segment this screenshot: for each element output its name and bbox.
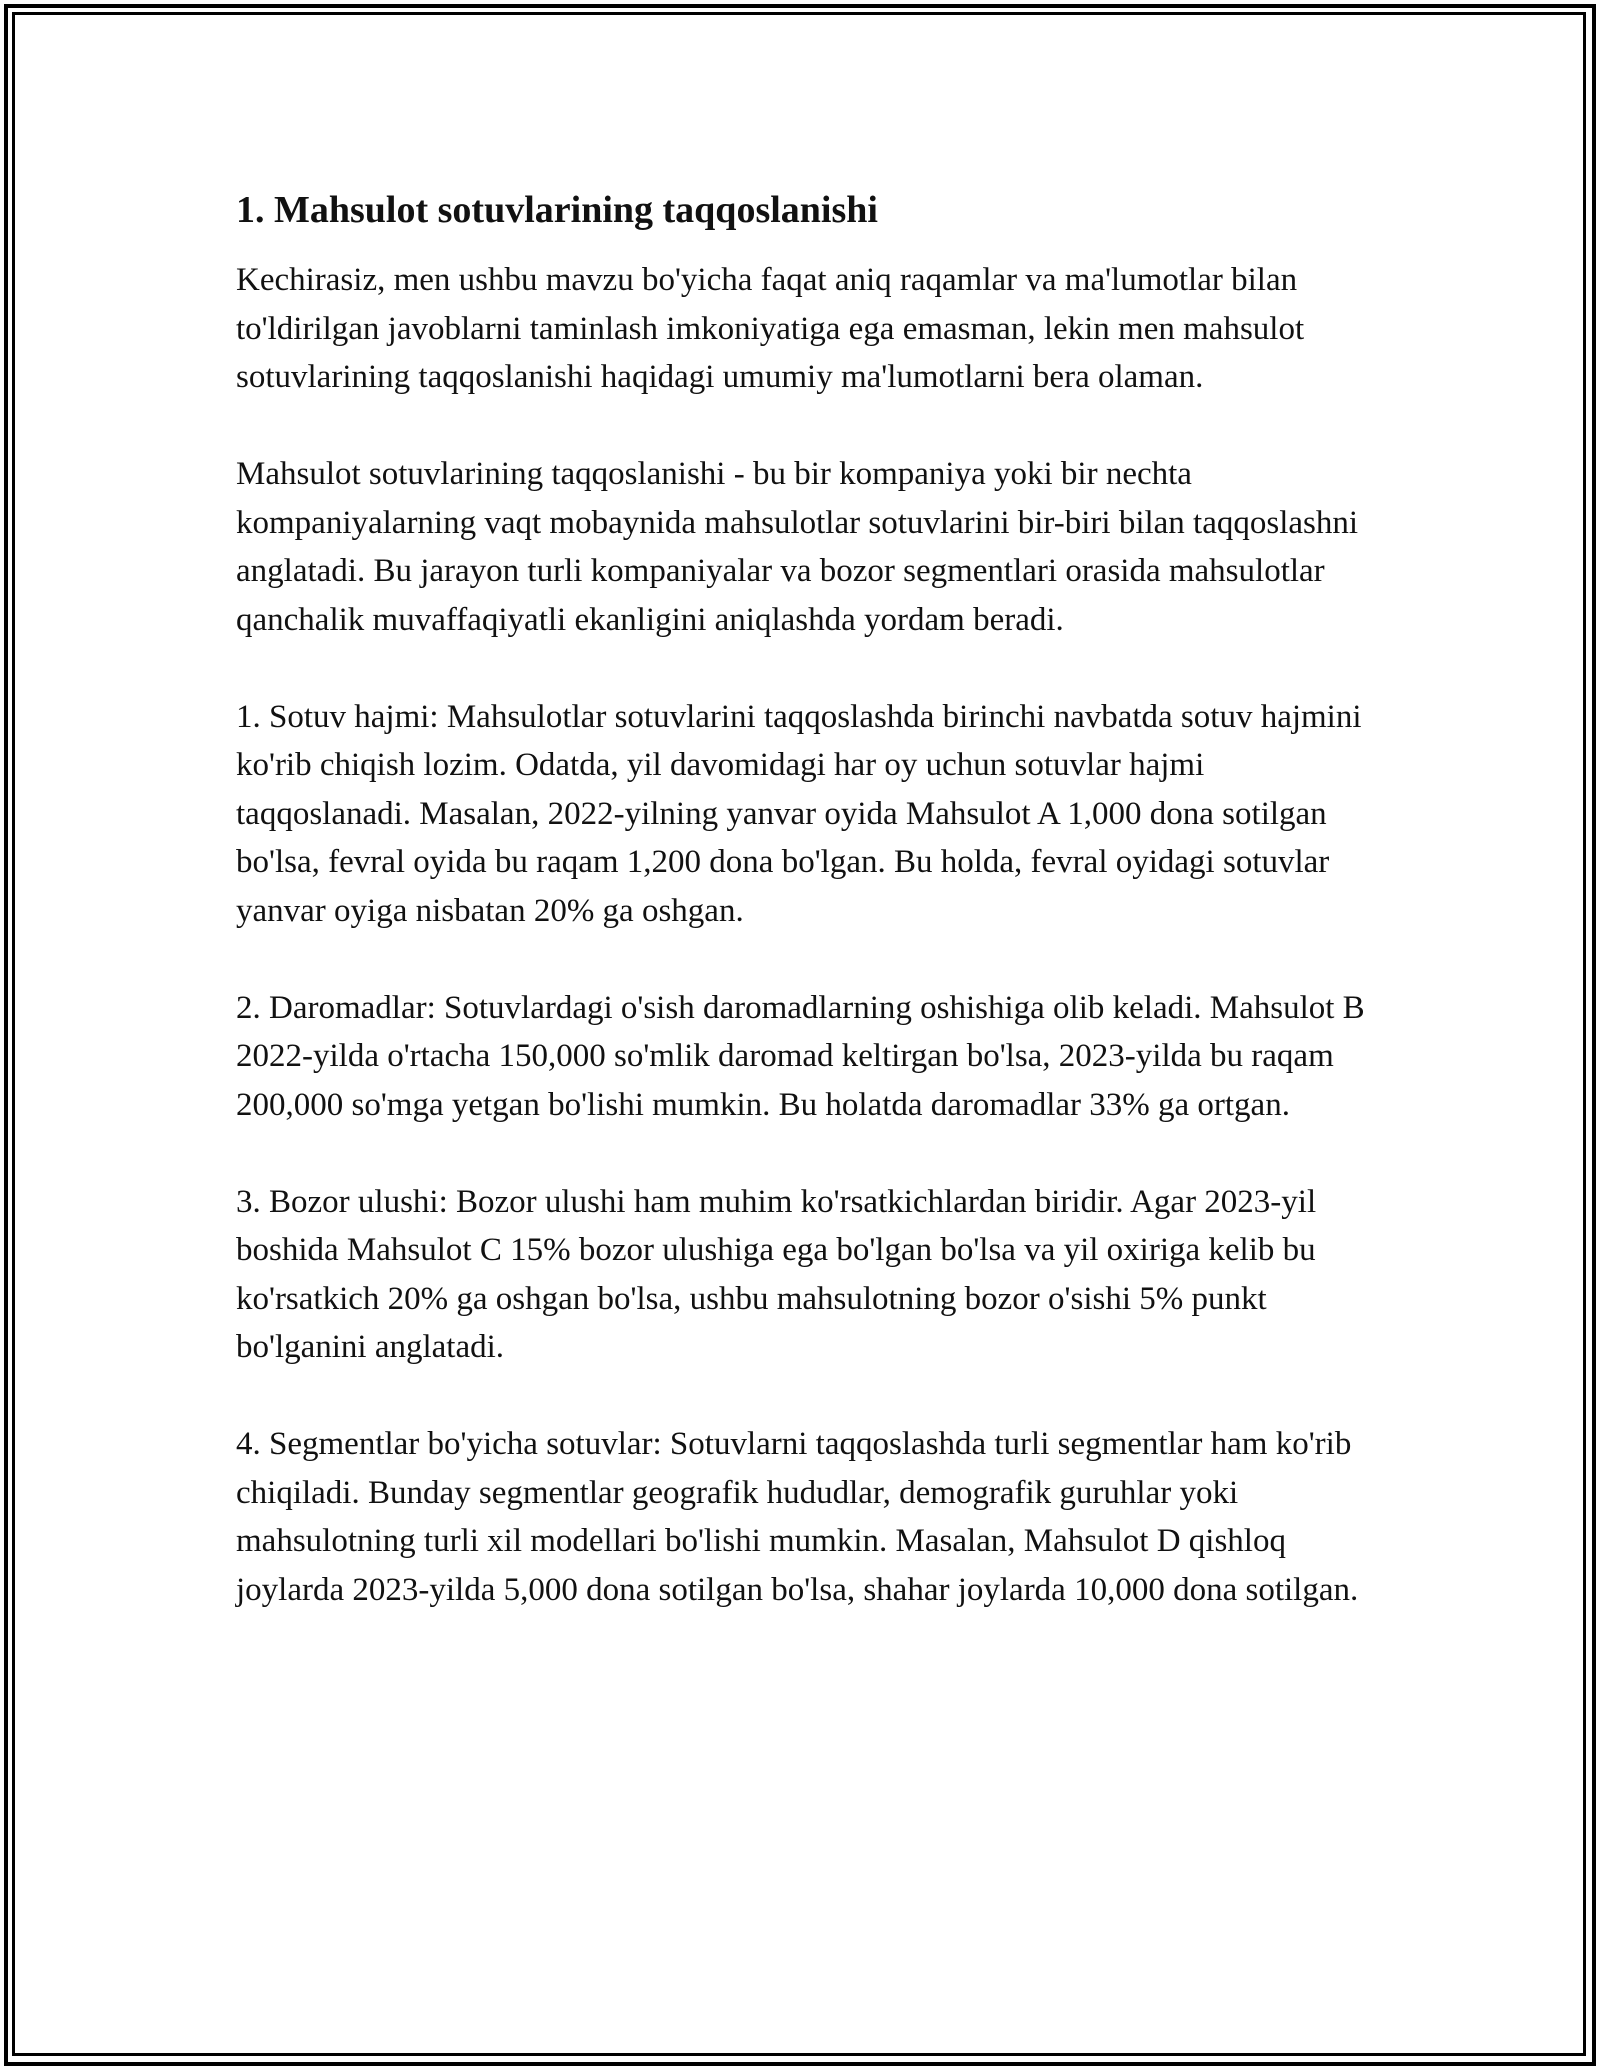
paragraph-definition: Mahsulot sotuvlarining taqqoslanishi - bu bir kompaniya yoki bir nechta kompaniyalarning vaqt mobaynida mahsulotlar sotuvlarini bir-biri bilan taqqoslashni anglatadi. Bu jarayon turli kompaniyalar va bozor segmentlari orasida mahsulotlar qanchalik muvaffaqiyatli ekanligini aniqlashda yordam beradi. [236,456,1359,638]
paragraph-segments: 4. Segmentlar bo'yicha sotuvlar: Sotuvlarni taqqoslashda turli segmentlar ham ko'rib chiqiladi. Bunday segmentlar geografik hududlar, demografik guruhlar yoki mahsulotning turli xil modellari bo'lishi mumkin. Masalan, Mahsulot D qishloq joylarda 2023-yilda 5,000 dona sotilgan bo'lsa, shahar joylarda 10,000 dona sotilgan. [236,1426,1359,1608]
paragraph-market-share: 3. Bozor ulushi: Bozor ulushi ham muhim ko'rsatkichlardan biridir. Agar 2023-yil boshida Mahsulot C 15% bozor ulushiga ega bo'lgan bo'lsa va yil oxiriga kelib bu ko'rsatkich 20% ga oshgan bo'lsa, ushbu mahsulotning bozor o'sishi 5% punkt bo'lganini anglatadi. [236,1183,1317,1365]
document-title: 1. Mahsulot sotuvlarining taqqoslanishi [236,189,878,231]
paragraph-intro: Kechirasiz, men ushbu mavzu bo'yicha faqat aniq raqamlar va ma'lumotlar bilan to'ldirilgan javoblarni taminlash imkoniyatiga ega emasman, lekin men mahsulot sotuvlarining taqqoslanishi haqidagi umumiy ma'lumotlarni bera olaman. [236,262,1305,395]
document-body [236,186,1376,1663]
paragraph-sales-volume: 1. Sotuv hajmi: Mahsulotlar sotuvlarini taqqoslashda birinchi navbatda sotuv hajmini ko'rib chiqish lozim. Odatda, yil davomidagi har oy uchun sotuvlar hajmi taqqoslanadi. Masalan, 2022-yilning yanvar oyida Mahsulot A 1,000 dona sotilgan bo'lsa, fevral oyida bu raqam 1,200 dona bo'lgan. Bu holda, fevral oyidagi sotuvlar yanvar oyiga nisbatan 20% ga oshgan. [236,698,1362,929]
paragraph-revenue: 2. Daromadlar: Sotuvlardagi o'sish daromadlarning oshishiga olib keladi. Mahsulot B 2022-yilda o'rtacha 150,000 so'mlik daromad keltirgan bo'lsa, 2023-yilda bu raqam 200,000 so'mga yetgan bo'lishi mumkin. Bu holatda daromadlar 33% ga ortgan. [236,989,1365,1123]
